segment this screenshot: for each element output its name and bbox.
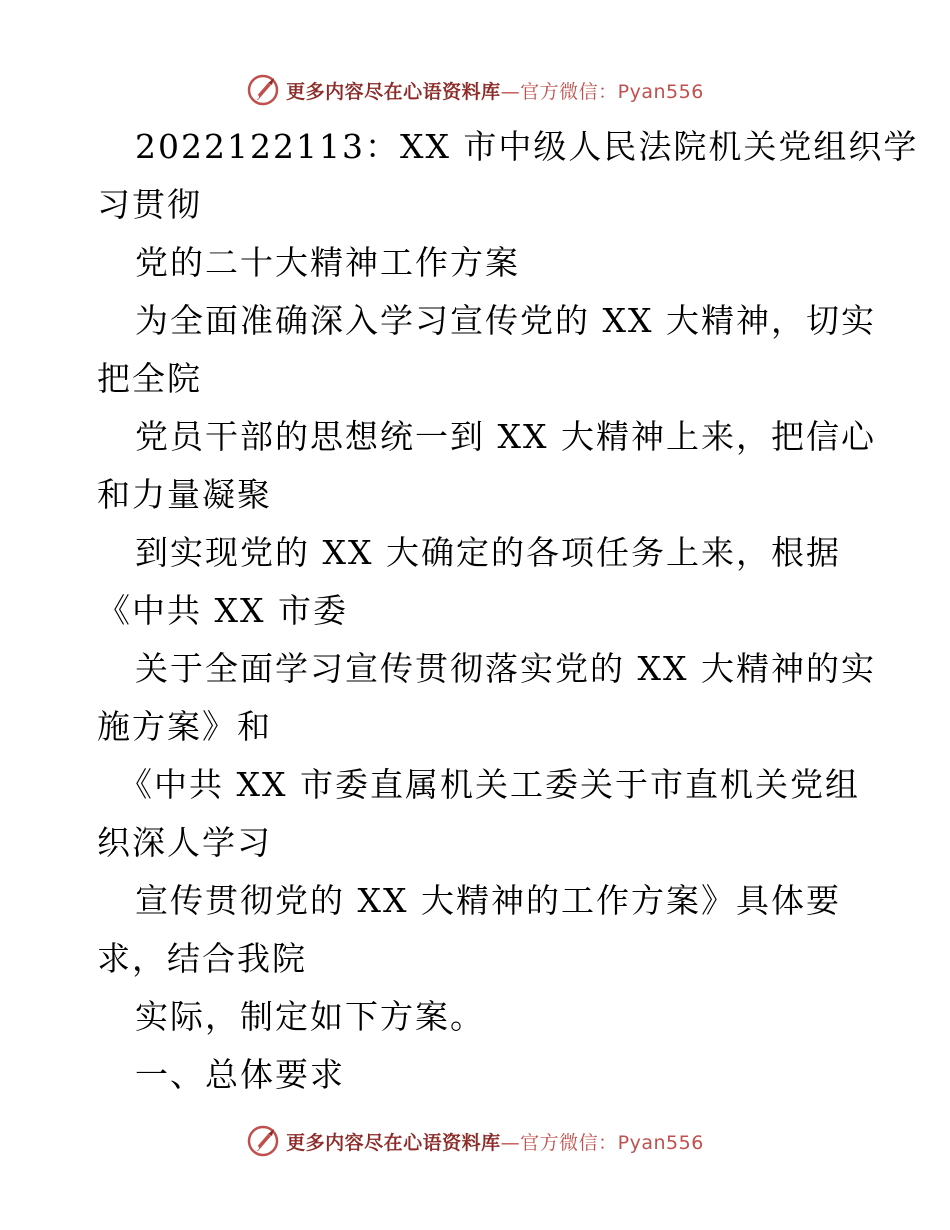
watermark-main-text: 更多内容尽在心语资料库 [286,1131,501,1154]
document-line: 和力量凝聚 [97,475,272,514]
section-heading: 一、总体要求 [135,1055,345,1094]
document-line: 到实现党的 XX 大确定的各项任务上来，根据 [135,533,841,572]
document-line: 实际，制定如下方案。 [135,997,485,1036]
watermark-dash: — [500,1131,521,1154]
document-line: 关于全面学习宣传贯彻落实党的 XX 大精神的实 [135,649,876,688]
document-line: 织深人学习 [97,823,272,862]
quill-logo-icon [246,1124,280,1158]
document-line: 施方案》和 [97,707,272,746]
document-line: 宣传贯彻党的 XX 大精神的工作方案》具体要 [135,881,841,920]
document-line: 把全院 [97,359,202,398]
document-line: 求，结合我院 [97,939,307,978]
watermark-dash: — [500,80,521,103]
document-line: 为全面准确深入学习宣传党的 XX 大精神，切实 [135,301,876,340]
document-line: 2022122113：XX 市中级人民法院机关党组织学 [135,127,919,166]
quill-logo-icon [246,73,280,107]
watermark-banner-top [0,70,950,110]
document-line: 党员干部的思想统一到 XX 大精神上来，把信心 [135,417,876,456]
document-line: 《中共 XX 市委直属机关工委关于市直机关党组 [119,765,860,804]
document-line: 《中共 XX 市委 [97,591,348,630]
watermark-wechat-text: 官方微信：Pyan556 [520,1131,704,1154]
watermark-main-text: 更多内容尽在心语资料库 [286,80,501,103]
document-line: 习贯彻 [97,185,202,224]
watermark-wechat-text: 官方微信：Pyan556 [520,80,704,103]
watermark-banner-bottom [0,1121,950,1161]
document-body [97,118,919,1104]
document-line: 党的二十大精神工作方案 [135,243,520,282]
